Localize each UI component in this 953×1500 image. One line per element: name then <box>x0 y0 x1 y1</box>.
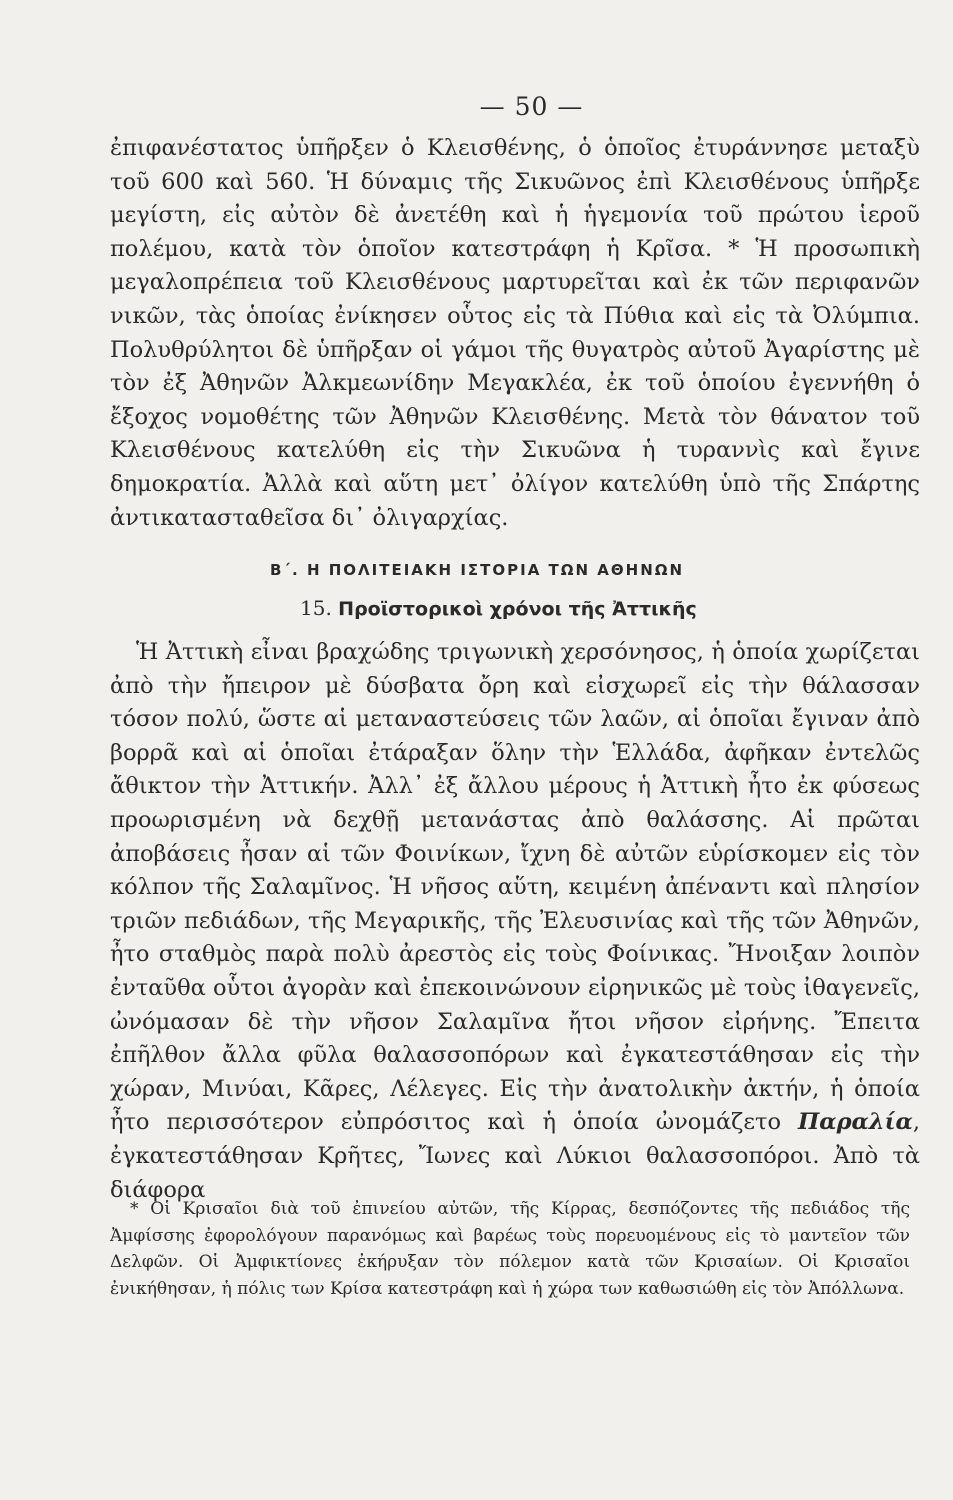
section-heading: Β΄. Η ΠΟΛΙΤΕΙΑΚΗ ΙΣΤΟΡΙΑ ΤΩΝ ΑΘΗΝΩΝ <box>270 561 685 579</box>
page-number: — 50 — <box>479 92 584 121</box>
paragraph-kleisthenes: ἐπιφανέστατος ὑπῆρξεν ὁ Κλεισθένης, ὁ ὁποῖος ἐτυράννησε μεταξὺ τοῦ 600 καὶ 560. Ἡ δύναμις τῆς Σικυῶνος ἐπὶ Κλεισθένους ὑπῆρξε μεγίστη, εἰς αὐτὸν δὲ ἀνετέθη καὶ ἡ ἡγεμονία τοῦ πρώτου ἱεροῦ πολέμου, κατὰ τὸν ὁποῖον κατεστράφη ἡ Κρῖσα. * Ἡ προσωπικὴ μεγαλοπρέπεια τοῦ Κλεισθένους μαρτυρεῖται καὶ ἐκ τῶν περιφανῶν νικῶν, τὰς ὁποίας ἐνίκησεν οὗτος εἰς τὰ Πύθια καὶ εἰς τὰ Ὀλύμπια. Πολυθρύλητοι δὲ ὑπῆρξαν οἱ γάμοι τῆς θυγατρὸς αὐτοῦ Ἀγαρίστης μὲ τὸν ἐξ Ἀθηνῶν Ἀλκμεωνίδην Μεγακλέα, ἐκ τοῦ ὁποίου ἐγεννήθη ὁ ἔξοχος νομοθέτης τῶν Ἀθηνῶν Κλεισθένης. Μετὰ τὸν θάνατον τοῦ Κλεισθένους κατελύθη εἰς τὴν Σικυῶνα ἡ τυραννὶς καὶ ἔγινε δημοκρατία. Ἀλλὰ καὶ αὕτη μετ᾿ ὀλίγον κατελύθη ὑπὸ τῆς Σπάρτης ἀντικατασταθεῖσα δι᾿ ὀλιγαρχίας. <box>110 135 920 531</box>
subsection-heading <box>300 596 800 620</box>
emphasized-term-paralia: Παραλία <box>798 1109 913 1136</box>
subsection-title: Προϊστορικοὶ χρόνοι τῆς Ἀττικῆς <box>338 598 697 620</box>
paragraph-attica <box>110 636 920 1207</box>
paragraph-attica-text-1: Ἡ Ἀττικὴ εἶναι βραχώδης τριγωνικὴ χερσόνησος, ἡ ὁποία χωρίζεται ἀπὸ τὴν ἤπειρον μὲ δύσβατα ὄρη καὶ εἰσχωρεῖ εἰς τὴν θάλασσαν τόσον πολύ, ὥστε αἱ μεταναστεύσεις τῶν λαῶν, αἱ ὁποῖαι ἔγιναν ἀπὸ βορρᾶ καὶ αἱ ὁποῖαι ἐτάραξαν ὅλην τὴν Ἑλλάδα, ἀφῆκαν ἐντελῶς ἄθικτον τὴν Ἀττικήν. Ἀλλ᾿ ἐξ ἄλλου μέρους ἡ Ἀττικὴ ἦτο ἐκ φύσεως προωρισμένη νὰ δεχθῇ μετανάστας ἀπὸ θαλάσσης. Αἱ πρῶται ἀποβάσεις ἦσαν αἱ τῶν Φοινίκων, ἴχνη δὲ αὐτῶν εὑρίσκομεν εἰς τὸν κόλπον τῆς Σαλαμῖνος. Ἡ νῆσος αὕτη, κειμένη ἀπέναντι καὶ πλησίον τριῶν πεδιάδων, τῆς Μεγαρικῆς, τῆς Ἐλευσινίας καὶ τῆς τῶν Ἀθηνῶν, ἦτο σταθμὸς παρὰ πολὺ ἀρεστὸς εἰς τοὺς Φοίνικας. Ἤνοιξαν λοιπὸν ἐνταῦθα οὗτοι ἀγορὰν καὶ ἐπεκοινώνουν εἰρηνικῶς μὲ τοὺς ἰθαγενεῖς, ὠνόμασαν δὲ τὴν νῆσον Σαλαμῖνα ἤτοι νῆσον εἰρήνης. Ἔπειτα ἐπῆλθον ἄλλα φῦλα θαλασσοπόρων καὶ ἐγκατεστάθησαν εἰς τὴν χώραν, Μινύαι, Κᾶρες, Λέλεγες. Εἰς τὴν ἀνατολικὴν ἀκτήν, ἡ ὁποία ἦτο περισσότερον εὐπρόσιτος καὶ ἡ ὁποία ὠνομάζετο <box>110 639 920 1136</box>
footnote: * Οἱ Κρισαῖοι διὰ τοῦ ἐπινείου αὐτῶν, τῆς Κίρρας, δεσπόζοντες τῆς πεδιάδος τῆς Ἀμφίσσης ἐφορολόγουν παρανόμως καὶ βαρέως τοὺς πορευομένους εἰς τὸ μαντεῖον τῶν Δελφῶν. Οἱ Ἀμφικτίονες ἐκήρυξαν τὸν πόλεμον κατὰ τῶν Κρισαίων. Οἱ Κρισαῖοι ἐνικήθησαν, ἡ πόλις των Κρίσα κατεστράφη καὶ ἡ χώρα των καθωσιώθη εἰς τὸν Ἀπόλλωνα. <box>110 1199 910 1299</box>
paragraph-attica-text-2: , ἐγκατεστάθησαν Κρῆτες, Ἴωνες καὶ Λύκιοι θαλασσοπόροι. Ἀπὸ τὰ διάφορα <box>110 1109 920 1203</box>
subsection-number: 15. <box>300 596 332 620</box>
